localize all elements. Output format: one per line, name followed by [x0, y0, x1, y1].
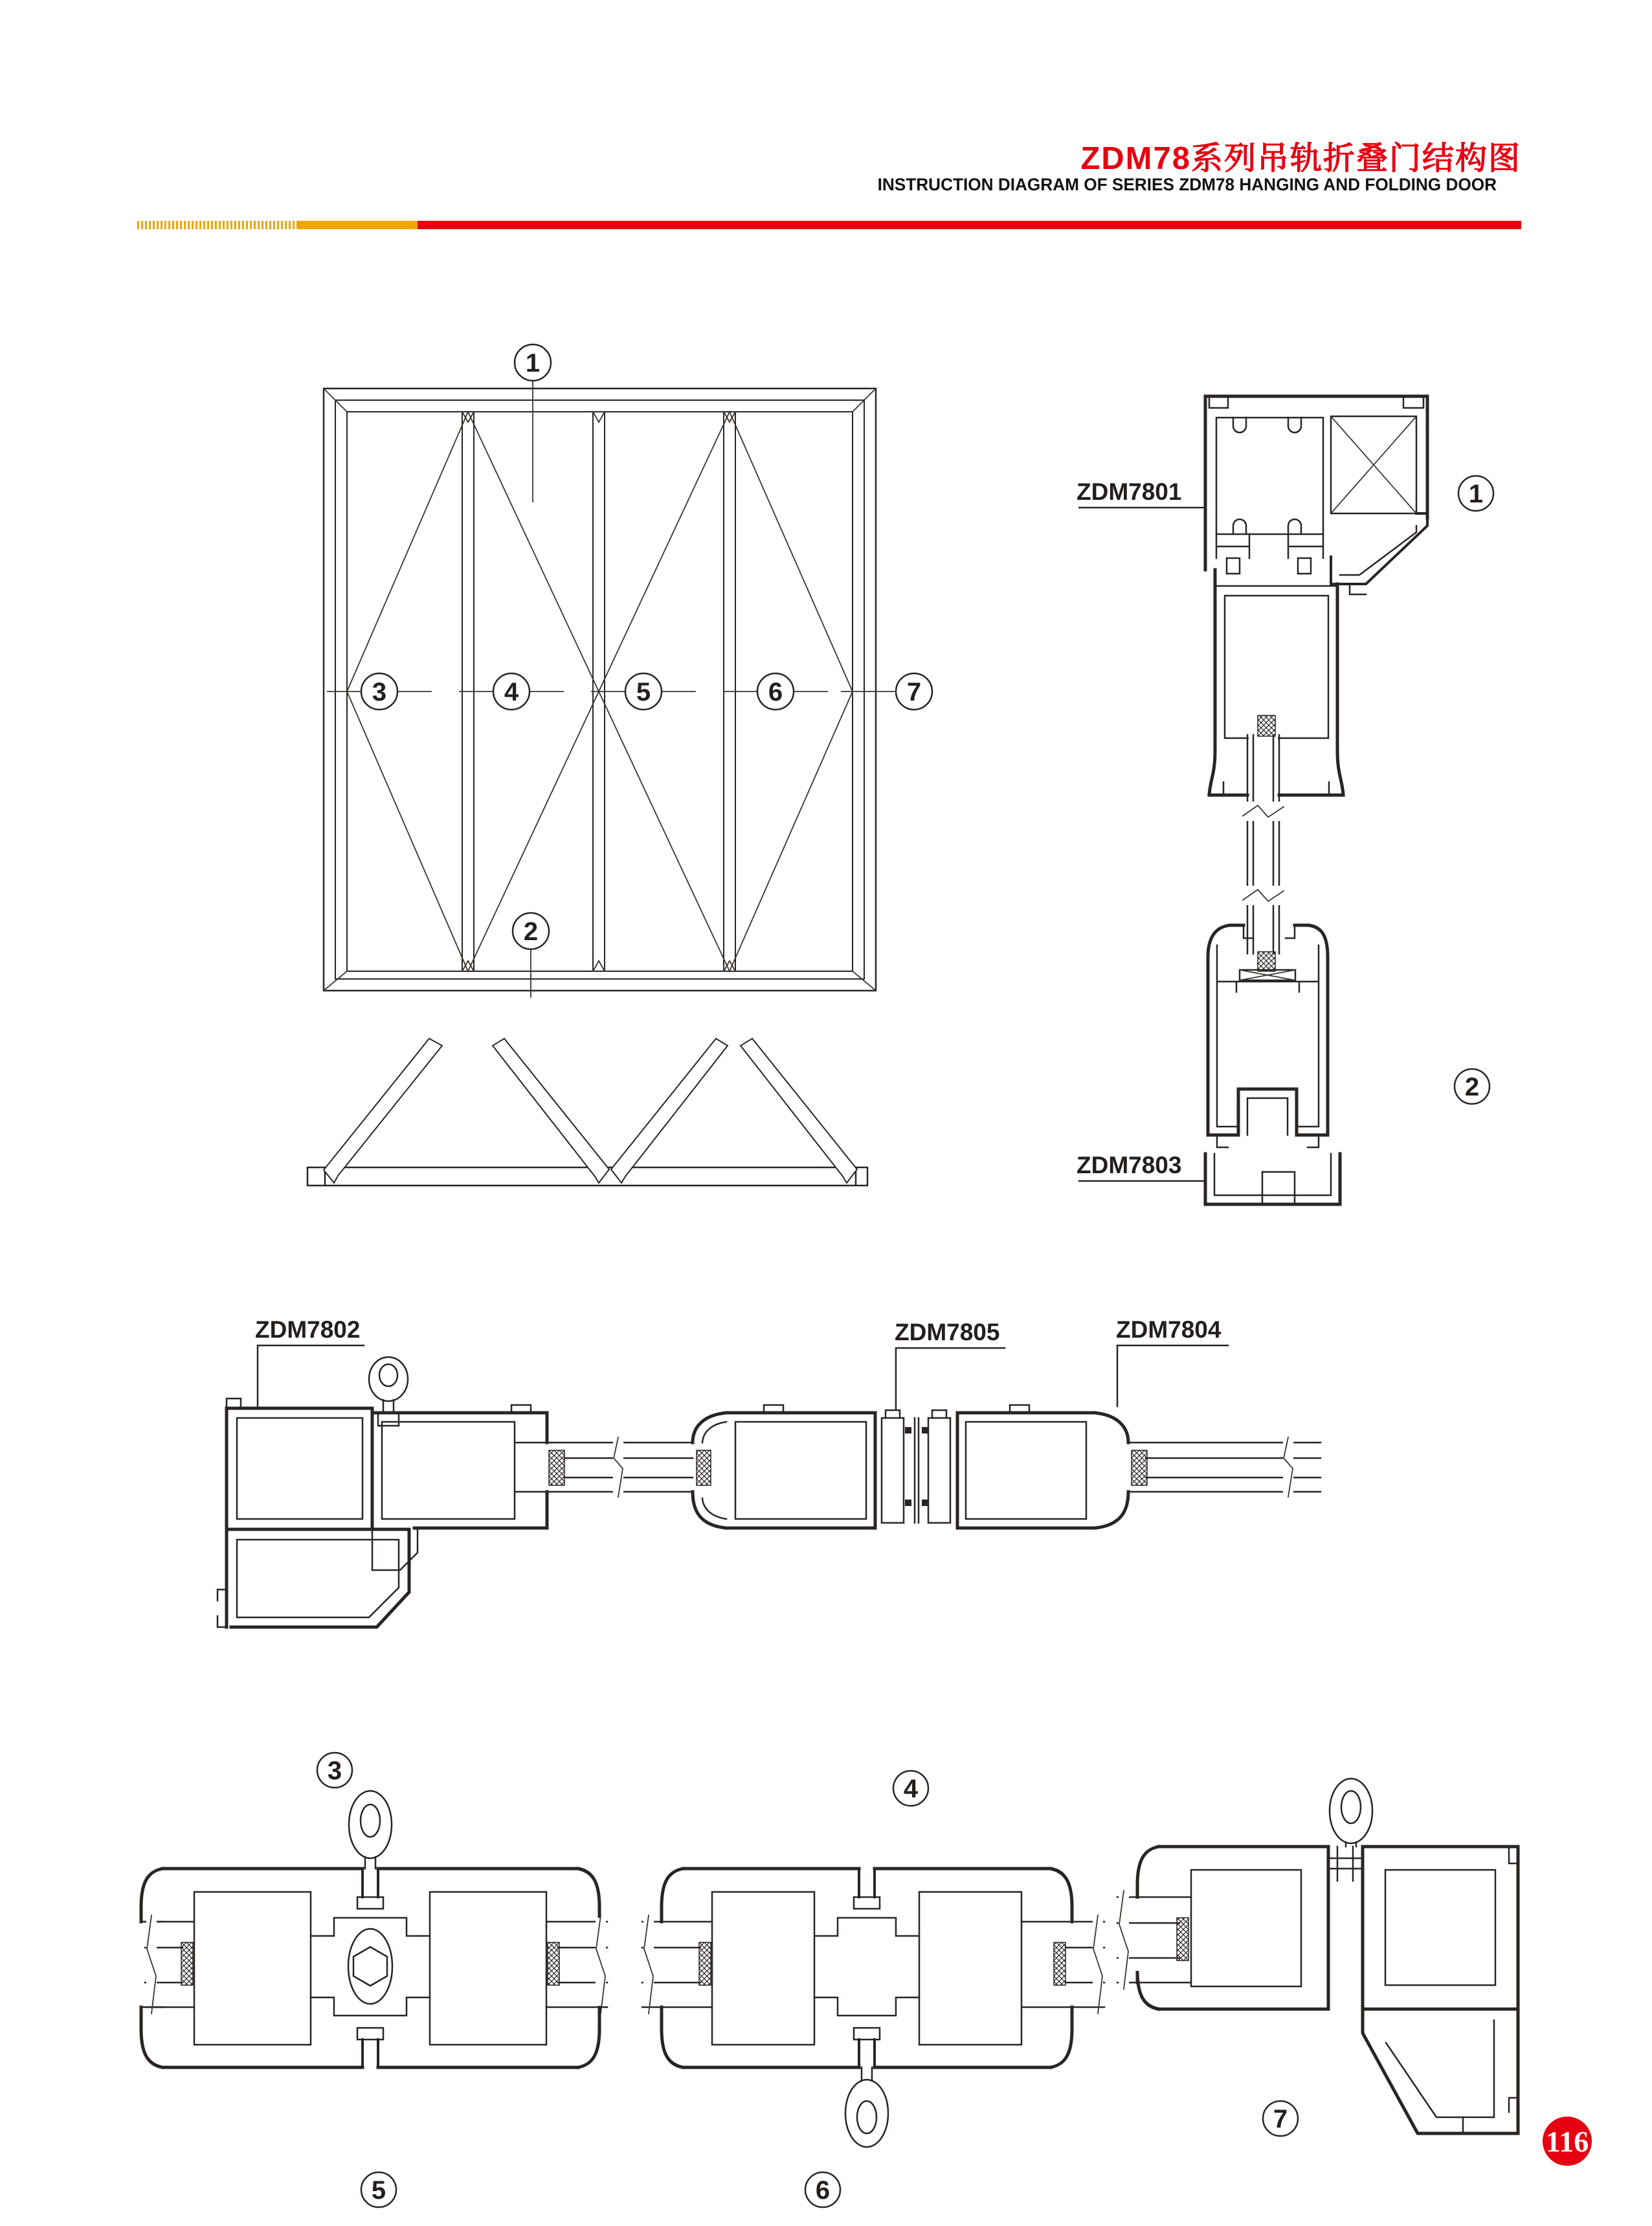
- callout-7-number: 7: [906, 678, 922, 706]
- glazing-gasket: [548, 1942, 559, 1985]
- detail-3-jamb-section: [218, 1316, 693, 1788]
- hinge-ring-icon: [349, 1791, 392, 1858]
- glazing-gasket: [181, 1942, 193, 1985]
- glazing-gasket: [1258, 952, 1275, 971]
- callout-2-detail-number: 2: [1464, 1073, 1480, 1101]
- detail-2-bottom-rail-section: [1077, 925, 1490, 1204]
- hinge-ring-icon: [1330, 1779, 1372, 1843]
- label-zdm7804: ZDM7804: [1116, 1316, 1222, 1343]
- callout-3-detail-number: 3: [327, 1757, 342, 1785]
- callout-6-number: 6: [768, 678, 783, 706]
- callout-1-number: 1: [525, 349, 541, 377]
- glazing-gasket: [1132, 1450, 1147, 1485]
- callout-6-detail-number: 6: [815, 2176, 831, 2205]
- callout-5-number: 5: [636, 678, 651, 706]
- detail-6-hinge-section: [642, 1869, 1104, 2207]
- label-zdm7805: ZDM7805: [895, 1319, 1000, 1345]
- glazing-gasket: [549, 1450, 564, 1485]
- hinge-ring-icon: [845, 2080, 888, 2147]
- glazing-gasket: [699, 1942, 711, 1985]
- folded-panel-2: [493, 1039, 609, 1183]
- detail-7-end-jamb-section: [1117, 1779, 1518, 2136]
- label-zdm7802: ZDM7802: [255, 1316, 361, 1343]
- detail-4-meeting-stiles-section: [693, 1316, 1321, 1806]
- callout-5-detail-number: 5: [371, 2176, 386, 2205]
- hex-nut-icon: [353, 1947, 387, 1986]
- page-number-badge: [1543, 2117, 1592, 2166]
- label-zdm7803: ZDM7803: [1077, 1152, 1182, 1178]
- folded-panel-3: [611, 1039, 728, 1183]
- page-subtitle: INSTRUCTION DIAGRAM OF SERIES ZDM78 HANGING AND FOLDING DOOR: [877, 175, 1497, 194]
- glazing-gasket: [1258, 715, 1275, 736]
- callout-2-number: 2: [523, 917, 539, 946]
- callout-1-detail-number: 1: [1468, 480, 1484, 508]
- page-number: 116: [1545, 2124, 1589, 2158]
- detail-5-hinge-section: [141, 1791, 607, 2207]
- glazing-gasket: [1054, 1942, 1066, 1985]
- detail-1-head-track-section: [1077, 396, 1493, 800]
- glazing-gasket: [1177, 1918, 1189, 1961]
- callout-4-detail-number: 4: [903, 1775, 919, 1803]
- callout-3-number: 3: [372, 678, 387, 706]
- page-title: ZDM78系列吊轨折叠门结构图: [1080, 141, 1521, 176]
- folded-panel-1: [324, 1039, 442, 1183]
- folded-panel-4: [741, 1039, 857, 1183]
- callout-4-number: 4: [504, 678, 519, 706]
- callout-7-detail-number: 7: [1273, 2105, 1288, 2133]
- glazing-gasket: [697, 1450, 711, 1485]
- elevation-view: [324, 344, 932, 997]
- folded-plan-view: [307, 1039, 867, 1186]
- label-zdm7801: ZDM7801: [1077, 478, 1182, 505]
